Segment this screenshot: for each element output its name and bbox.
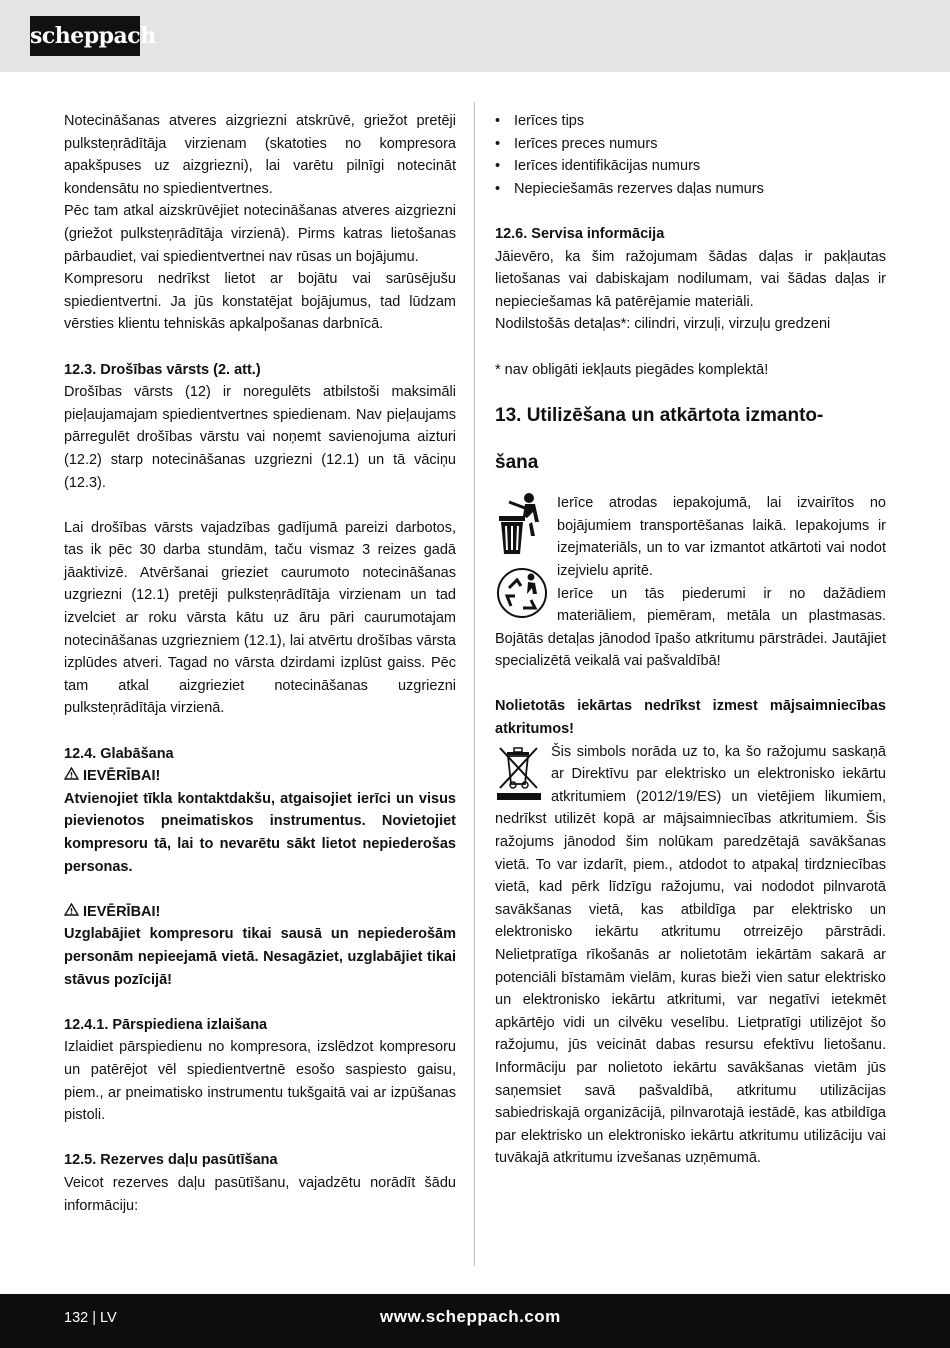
weee-warning-title: Nolietotās iekārtas nedrīkst izmest mājsaimniecības atkritumos! <box>495 698 886 738</box>
recycling-icons <box>495 492 549 627</box>
trash-disposal-icon <box>495 492 549 558</box>
pressure-release-text: Izlaidiet pārspiedienu no kompresora, izslēdzot kompresoru un patērējot vēl spiedientvertnē esošo saspiesto gaisu, piem., ar pneimatisko instrumentu tukšgaitā vai ar izpūšanas pistoli. <box>64 1039 456 1124</box>
list-item: • Ierīces preces numurs <box>495 133 886 156</box>
warning-text-2: Uzglabājiet kompresoru tikai sausā un nepiederošām personām nepieejamā vietā. Nesagāziet, uzglabājiet tikai stāvus pozīcijā! <box>64 926 456 988</box>
section-13-title-line-1: 13. Utilizēšana un atkārtota izmanto- <box>495 405 824 427</box>
drain-instructions: Notecināšanas atveres aizgriezni atskrūvē, griežot pretēji pulksteņrādītāja virzienam (skatoties no kompresora apakšpuses uz aizgriezni), lai varētu pilnīgi notecināt kondensātu no spiedientvertnes. <box>64 113 456 197</box>
warning-heading-2 <box>64 901 456 924</box>
section-12-3-title: 12.3. Drošības vārsts (2. att.) <box>64 361 261 378</box>
damaged-tank-notice: Kompresoru nedrīkst lietot ar bojātu vai sarūsējušu spiedientvertni. Ja jūs konstatējat bojājumus, tad lūdzam vērsties klientu tehniskās apkalpošanas darbnīcā. <box>64 271 456 333</box>
service-info-text: Jāievēro, ka šim ražojumam šādas daļas ir pakļautas lietošanas vai dabiskajam nodilumam, vai šādas daļas ir nepieciešamas kā patērējamie materiāli. <box>495 248 886 310</box>
weee-directive-text: Šis simbols norāda uz to, ka šo ražojumu saskaņā ar Direktīvu par elektrisko un elektronisko iekārtu atkritumiem (2012/19/ES) un vietējiem likumiem, nedrīkst utilizēt kopā ar mājsaimniecības atkritumiem. Šis ražojums jānodod šim nolūkam paredzētajā savākšanas vietā. To var izdarīt, piem., atdodot to atpakaļ tirdzniecības vietā, kad pērk līdzīgu ražojumu, vai nododot pilnvarotā savākšanas vietā, kas atbildīga par elektrisko un elektronisko iekārtu atkritumu otrreizējo pārstrādi. Nelietpratīga rīkošanās ar nolietotām iekārtām sakarā ar potenciāli bīstamām vielām, kuras bieži vien satur elektrisko un elektronisko iekārtu atkritumi, var negatīvi ietekmēt apkārtējo vidi un cilvēku veselību. Lietpratīgi utilizējot šo ražojumu, jūs veicināt dabas resursu efektīvu lietošanu. Informāciju par nolietoto iekārtu savākšanas vietām jūs saņemsiet savā pašvaldībā, atkritumu utilizācijas sabiedriskajā organizācijā, pilnvarotajā iestādē, kas atbildīga par elektrisko un elektronisko iekārtu atkritumu utilizāciju vai tuvākajā atkritumu izvešanas uzņēmumā. <box>495 743 886 1167</box>
list-item: • Nepieciešamās rezerves daļas numurs <box>495 178 886 201</box>
section-12-4-title: 12.4. Glabāšana <box>64 745 174 762</box>
spare-parts-info-list <box>495 110 886 200</box>
crossed-bin-icon <box>495 744 543 802</box>
scheppach-logo: scheppach <box>30 16 140 56</box>
recycle-icon <box>495 566 549 620</box>
warning-text-1: Atvienojiet tīkla kontaktdakšu, atgaisojiet ierīci un visus pievienotos pneimatiskos instrumentus. Novietojiet kompresoru tā, lai to nevarētu sākt lietot nepiederošas personas. <box>64 790 456 875</box>
list-item: • Ierīces identifikācijas numurs <box>495 155 886 178</box>
right-column <box>495 110 886 1170</box>
list-item: • Ierīces tips <box>495 110 886 133</box>
packaging-disposal-text: Ierīce atrodas iepakojumā, lai izvairītos no bojājumiem transportēšanas laikā. Iepakojums ir izejmateriāls, un to var izmantot atkārtoti vai nodot izejvielu apritē. <box>557 495 886 579</box>
page-number: 132 | LV <box>64 1310 117 1326</box>
materials-disposal-text: Ierīce un tās piederumi ir no dažādiem materiāliem, piemēram, metāla un plastmasas. Bojātās detaļas jānodod īpašo atkritumu pārstrādei. Jautājiet specializētā veikalā vai pašvaldībā! <box>495 585 886 670</box>
delivery-note: * nav obligāti iekļauts piegādes komplektā! <box>495 361 769 378</box>
page-footer <box>0 1294 950 1348</box>
column-divider <box>474 102 475 1266</box>
section-12-4-1-title: 12.4.1. Pārspiediena izlaišana <box>64 1016 268 1033</box>
section-12-6-title: 12.6. Servisa informācija <box>495 225 665 242</box>
left-column <box>64 110 456 1217</box>
warning-triangle-icon <box>64 767 79 780</box>
safety-valve-text-1: Drošības vārsts (12) ir noregulēts atbilstoši maksimāli pieļaujamajam spiedientvertnes spiedienam. Nav pieļaujams pārregulēt drošības vārstu vai noņemt savienojuma aizturi (12.2) starp notecināšanas uzgriezni (12.1) un tā vāciņu (12.3). <box>64 384 456 491</box>
wear-parts-text: Nodilstošās detaļas*: cilindri, virzuļi, virzuļu gredzeni <box>495 316 831 333</box>
warning-label-1: IEVĒRĪBAI! <box>83 768 161 785</box>
page-header <box>0 0 950 72</box>
spare-parts-text: Veicot rezerves daļu pasūtīšanu, vajadzētu norādīt šādu informāciju: <box>64 1174 456 1214</box>
website-link[interactable]: www.scheppach.com <box>380 1307 561 1326</box>
section-13-title-line-2: šana <box>495 452 539 474</box>
warning-triangle-icon <box>64 903 79 916</box>
warning-heading-1 <box>64 765 456 788</box>
warning-label-2: IEVĒRĪBAI! <box>83 903 161 920</box>
safety-valve-text-2: Lai drošības vārsts vajadzības gadījumā pareizi darbotos, tas ik pēc 30 darba stundām, taču vismaz 3 reizes gadā jāaktivizē. Atvēršanai grieziet caurumoto notecināšanas uzgriezni (12.1) pretēji pulksteņrādītāja virzienam un tad izvelciet ar roku vārsta kātu uz āru pāri caurumotajam notecināšanas uzgriezniem (12.1), lai atvērtu drošības vārsta izplūdes atveri. Tagad no vārsta dzirdami izplūst gaiss. Pēc tam atkal aizgrieziet notecināšanas uzgriezni pulksteņrādītāja virzienā. <box>64 519 456 717</box>
drain-close-instructions: Pēc tam atkal aizskrūvējiet notecināšanas atveres aizgriezni (griežot pulksteņrādītāja virzienā). Pirms katras lietošanas pārbaudiet, vai spiedientvertnei nav rūsas un bojājumu. <box>64 203 456 265</box>
section-12-5-title: 12.5. Rezerves daļu pasūtīšana <box>64 1152 278 1169</box>
